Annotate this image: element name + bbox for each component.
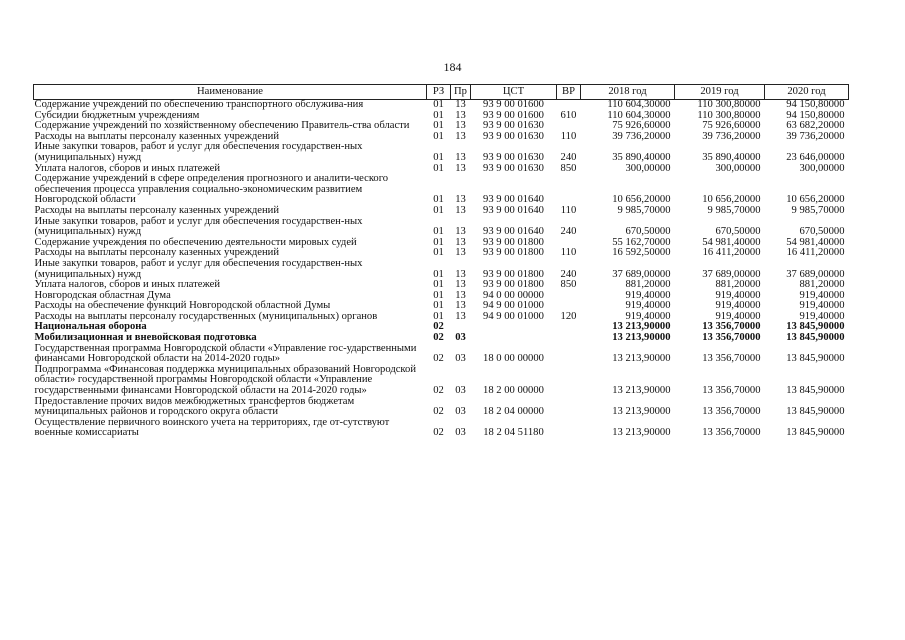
cell-2018: 881,20000 bbox=[625, 279, 671, 291]
cell-name: Содержание учреждений в сфере определения прогнозного и аналити-ческого обеспечения процесса управления социально-экономическим развитием Новгородской области bbox=[34, 173, 389, 206]
cell-2020: 63 682,20000 bbox=[786, 120, 845, 132]
cell-2018: 13 213,90000 bbox=[612, 332, 671, 344]
cell-cst: 93 9 00 01800 bbox=[483, 268, 544, 280]
cell-2019: 110 300,80000 bbox=[697, 109, 761, 121]
cell-2018: 919,40000 bbox=[625, 300, 671, 312]
cell-rz: 02 bbox=[433, 406, 444, 418]
cell-vr: 240 bbox=[560, 226, 577, 238]
cell-2019: 39 736,20000 bbox=[702, 130, 761, 142]
cell-2018: 16 592,50000 bbox=[612, 247, 671, 259]
cell-name: Расходы на выплаты персоналу государственных (муниципальных) органов bbox=[34, 310, 378, 322]
cell-name: Содержание учреждений по обеспечению транспортного обслужива-ния bbox=[34, 99, 364, 110]
cell-rz: 02 bbox=[433, 385, 444, 397]
cell-2020: 54 981,40000 bbox=[786, 236, 845, 248]
cell-2018: 13 213,90000 bbox=[612, 406, 671, 418]
cell-cst bbox=[471, 333, 557, 344]
cell-2018: 13 213,90000 bbox=[612, 385, 671, 397]
cell-name: Мобилизационная и вневойсковая подготовка bbox=[34, 332, 257, 344]
cell-pr: 13 bbox=[455, 120, 466, 132]
cell-2019: 9 985,70000 bbox=[707, 204, 761, 216]
cell-cst: 93 9 00 01600 bbox=[483, 109, 544, 121]
table-row bbox=[34, 344, 849, 365]
cell-pr: 13 bbox=[455, 236, 466, 248]
cell-name: Расходы на выплаты персоналу казенных учреждений bbox=[34, 204, 279, 216]
cell-2019: 13 356,70000 bbox=[702, 332, 761, 344]
table-header-row bbox=[34, 85, 849, 100]
cell-rz: 01 bbox=[433, 162, 444, 174]
cell-name: Подпрограмма «Финансовая поддержка муниципальных образований Новгородской области» государственной программы Новгородской области «Управление государственными финансами Новгородской области на 2014-2020 годы» bbox=[34, 363, 416, 397]
cell-cst bbox=[471, 322, 557, 333]
cell-vr bbox=[557, 344, 581, 365]
cell-name: Уплата налогов, сборов и иных платежей bbox=[34, 162, 221, 174]
header-cst: ЦСТ bbox=[471, 85, 557, 100]
cell-rz: 02 bbox=[433, 332, 444, 344]
cell-cst: 93 9 00 01800 bbox=[483, 247, 544, 259]
cell-cst: 93 9 00 01800 bbox=[483, 236, 544, 248]
cell-name: Иные закупки товаров, работ и услуг для обеспечения государствен-ных (муниципальных) нужд bbox=[34, 257, 363, 280]
cell-2018: 300,00000 bbox=[625, 162, 671, 174]
cell-name: Государственная программа Новгородской области «Управление гос-ударственными финансами Новгородской области на 2014-2020 годы» bbox=[34, 342, 417, 365]
table-row bbox=[34, 365, 849, 397]
cell-2020: 10 656,20000 bbox=[786, 194, 845, 206]
cell-2019: 670,50000 bbox=[715, 226, 761, 238]
cell-2020: 37 689,00000 bbox=[786, 268, 845, 280]
cell-2019: 54 981,40000 bbox=[702, 236, 761, 248]
cell-cst: 93 9 00 01630 bbox=[483, 120, 544, 132]
cell-vr bbox=[557, 418, 581, 439]
cell-cst: 94 9 00 01000 bbox=[483, 310, 544, 322]
cell-pr: 13 bbox=[455, 300, 466, 312]
cell-cst: 93 9 00 01640 bbox=[483, 204, 544, 216]
cell-pr: 13 bbox=[455, 289, 466, 301]
cell-cst: 93 9 00 01630 bbox=[483, 151, 544, 163]
cell-2019: 300,00000 bbox=[715, 162, 761, 174]
cell-2019: 16 411,20000 bbox=[702, 247, 761, 259]
cell-name: Субсидии бюджетным учреждениям bbox=[34, 109, 200, 121]
cell-pr: 13 bbox=[455, 226, 466, 238]
cell-name: Расходы на выплаты персоналу казенных учреждений bbox=[34, 247, 279, 259]
cell-name: Расходы на выплаты персоналу казенных учреждений bbox=[34, 130, 279, 142]
cell-2020: 13 845,90000 bbox=[786, 406, 845, 418]
cell-cst: 93 9 00 01630 bbox=[483, 162, 544, 174]
cell-rz: 02 bbox=[433, 427, 444, 439]
cell-2020: 13 845,90000 bbox=[786, 385, 845, 397]
cell-2018: 670,50000 bbox=[625, 226, 671, 238]
table-body bbox=[34, 100, 849, 440]
cell-vr: 240 bbox=[560, 268, 577, 280]
cell-cst: 18 2 04 51180 bbox=[483, 427, 544, 439]
cell-vr: 850 bbox=[560, 279, 577, 291]
cell-pr: 13 bbox=[455, 204, 466, 216]
page-number: 184 bbox=[443, 60, 462, 74]
table-row bbox=[34, 100, 849, 111]
header-2020: 2020 год bbox=[765, 85, 849, 100]
cell-vr bbox=[557, 333, 581, 344]
cell-2020: 13 845,90000 bbox=[786, 427, 845, 439]
cell-vr: 110 bbox=[560, 130, 577, 142]
table-row bbox=[34, 206, 849, 217]
cell-2018: 37 689,00000 bbox=[612, 268, 671, 280]
cell-2018: 39 736,20000 bbox=[612, 130, 671, 142]
cell-cst: 93 9 00 01630 bbox=[483, 130, 544, 142]
header-vr: ВР bbox=[557, 85, 581, 100]
cell-2018: 13 213,90000 bbox=[612, 353, 671, 365]
cell-2020: 39 736,20000 bbox=[786, 130, 845, 142]
cell-pr: 13 bbox=[455, 99, 466, 110]
cell-2019: 110 300,80000 bbox=[697, 99, 761, 110]
cell-rz: 01 bbox=[433, 226, 444, 238]
cell-rz: 01 bbox=[433, 120, 444, 132]
cell-rz: 01 bbox=[433, 236, 444, 248]
cell-cst: 18 2 04 00000 bbox=[483, 406, 544, 418]
cell-pr: 13 bbox=[455, 109, 466, 121]
cell-cst: 93 9 00 01600 bbox=[483, 99, 544, 110]
cell-2018: 9 985,70000 bbox=[617, 204, 671, 216]
cell-2020: 94 150,80000 bbox=[786, 109, 845, 121]
cell-2020: 881,20000 bbox=[799, 279, 845, 291]
cell-name: Предоставление прочих видов межбюджетных трансфертов бюджетам муниципальных районов и городского округа области bbox=[34, 395, 355, 418]
cell-rz: 01 bbox=[433, 268, 444, 280]
table-row bbox=[34, 259, 849, 280]
cell-2019: 13 356,70000 bbox=[702, 385, 761, 397]
cell-vr bbox=[557, 397, 581, 418]
cell-pr: 03 bbox=[455, 385, 466, 397]
cell-name: Национальная оборона bbox=[34, 321, 147, 333]
cell-pr: 03 bbox=[455, 427, 466, 439]
cell-rz: 02 bbox=[433, 353, 444, 365]
cell-2020: 919,40000 bbox=[799, 310, 845, 322]
cell-pr: 03 bbox=[455, 353, 466, 365]
cell-2018: 75 926,60000 bbox=[612, 120, 671, 132]
cell-2019: 35 890,40000 bbox=[702, 151, 761, 163]
cell-vr bbox=[557, 174, 581, 206]
cell-rz: 01 bbox=[433, 289, 444, 301]
cell-2019: 919,40000 bbox=[715, 310, 761, 322]
cell-name: Уплата налогов, сборов и иных платежей bbox=[34, 279, 221, 291]
cell-2019: 13 356,70000 bbox=[702, 406, 761, 418]
cell-vr: 240 bbox=[560, 151, 577, 163]
header-name: Наименование bbox=[34, 85, 427, 100]
cell-2019: 881,20000 bbox=[715, 279, 761, 291]
cell-2020: 300,00000 bbox=[799, 162, 845, 174]
cell-rz: 02 bbox=[433, 321, 444, 333]
cell-cst: 93 9 00 01800 bbox=[483, 279, 544, 291]
cell-2018: 35 890,40000 bbox=[612, 151, 671, 163]
cell-2018: 10 656,20000 bbox=[612, 194, 671, 206]
cell-vr bbox=[557, 322, 581, 333]
cell-pr: 13 bbox=[455, 162, 466, 174]
cell-rz: 01 bbox=[433, 279, 444, 291]
cell-2018: 13 213,90000 bbox=[612, 321, 671, 333]
table-row bbox=[34, 418, 849, 439]
cell-2019: 37 689,00000 bbox=[702, 268, 761, 280]
cell-name: Содержание учреждения по обеспечению деятельности мировых судей bbox=[34, 236, 357, 248]
cell-pr: 03 bbox=[455, 406, 466, 418]
cell-vr bbox=[557, 291, 581, 302]
header-2018: 2018 год bbox=[581, 85, 675, 100]
cell-vr: 850 bbox=[560, 162, 577, 174]
cell-2018: 110 604,30000 bbox=[607, 109, 671, 121]
table-row bbox=[34, 397, 849, 418]
cell-rz: 01 bbox=[433, 130, 444, 142]
cell-rz: 01 bbox=[433, 247, 444, 259]
cell-2018: 919,40000 bbox=[625, 310, 671, 322]
cell-pr: 13 bbox=[455, 130, 466, 142]
cell-2018: 55 162,70000 bbox=[612, 236, 671, 248]
cell-cst: 93 9 00 01640 bbox=[483, 226, 544, 238]
cell-2019: 13 356,70000 bbox=[702, 353, 761, 365]
cell-cst: 94 9 00 01000 bbox=[483, 300, 544, 312]
cell-vr: 610 bbox=[560, 109, 577, 121]
cell-2019: 919,40000 bbox=[715, 300, 761, 312]
cell-pr: 13 bbox=[455, 194, 466, 206]
cell-2019: 919,40000 bbox=[715, 289, 761, 301]
cell-vr bbox=[557, 365, 581, 397]
cell-cst: 93 9 00 01640 bbox=[483, 194, 544, 206]
cell-2020: 919,40000 bbox=[799, 289, 845, 301]
cell-pr: 13 bbox=[455, 151, 466, 163]
cell-name: Иные закупки товаров, работ и услуг для обеспечения государствен-ных (муниципальных) нужд bbox=[34, 141, 363, 163]
table-row bbox=[34, 217, 849, 238]
budget-table bbox=[33, 84, 849, 439]
cell-2020: 919,40000 bbox=[799, 300, 845, 312]
cell-2018: 13 213,90000 bbox=[612, 427, 671, 439]
cell-rz: 01 bbox=[433, 109, 444, 121]
cell-name: Новгородская областная Дума bbox=[34, 289, 171, 301]
header-pr: Пр bbox=[451, 85, 471, 100]
header-2019: 2019 год bbox=[675, 85, 765, 100]
cell-rz: 01 bbox=[433, 151, 444, 163]
cell-vr bbox=[557, 100, 581, 111]
cell-name: Расходы на обеспечение функций Новгородской областной Думы bbox=[34, 300, 331, 312]
cell-vr: 120 bbox=[560, 310, 577, 322]
cell-pr: 13 bbox=[455, 268, 466, 280]
cell-vr: 110 bbox=[560, 204, 577, 216]
cell-rz: 01 bbox=[433, 99, 444, 110]
cell-2018: 919,40000 bbox=[625, 289, 671, 301]
cell-2020: 23 646,00000 bbox=[786, 151, 845, 163]
cell-2020: 13 845,90000 bbox=[786, 332, 845, 344]
cell-2019: 13 356,70000 bbox=[702, 321, 761, 333]
cell-2019: 75 926,60000 bbox=[702, 120, 761, 132]
cell-2020: 13 845,90000 bbox=[786, 353, 845, 365]
cell-vr: 110 bbox=[560, 247, 577, 259]
cell-2019: 10 656,20000 bbox=[702, 194, 761, 206]
cell-cst: 18 0 00 00000 bbox=[483, 353, 544, 365]
cell-2018: 110 604,30000 bbox=[607, 99, 671, 110]
table-row bbox=[34, 142, 849, 163]
cell-name: Содержание учреждений по хозяйственному обеспечению Правитель-ства области bbox=[34, 120, 410, 132]
cell-rz: 01 bbox=[433, 194, 444, 206]
cell-name: Иные закупки товаров, работ и услуг для обеспечения государствен-ных (муниципальных) нужд bbox=[34, 215, 363, 238]
cell-2019: 13 356,70000 bbox=[702, 427, 761, 439]
cell-2020: 13 845,90000 bbox=[786, 321, 845, 333]
cell-2020: 9 985,70000 bbox=[791, 204, 845, 216]
table-row bbox=[34, 174, 849, 206]
header-rz: РЗ bbox=[427, 85, 451, 100]
cell-rz: 01 bbox=[433, 310, 444, 322]
cell-rz: 01 bbox=[433, 204, 444, 216]
cell-rz: 01 bbox=[433, 300, 444, 312]
cell-pr: 13 bbox=[455, 279, 466, 291]
cell-2020: 94 150,80000 bbox=[786, 99, 845, 110]
cell-name: Осуществление первичного воинского учета на территориях, где от-сутствуют военные комиссариаты bbox=[34, 416, 390, 439]
cell-cst: 94 0 00 00000 bbox=[483, 289, 544, 301]
cell-2020: 670,50000 bbox=[799, 226, 845, 238]
cell-pr: 03 bbox=[455, 332, 466, 344]
cell-pr: 13 bbox=[455, 247, 466, 259]
cell-cst: 18 2 00 00000 bbox=[483, 385, 544, 397]
cell-pr: 13 bbox=[455, 310, 466, 322]
cell-2020: 16 411,20000 bbox=[786, 247, 845, 259]
